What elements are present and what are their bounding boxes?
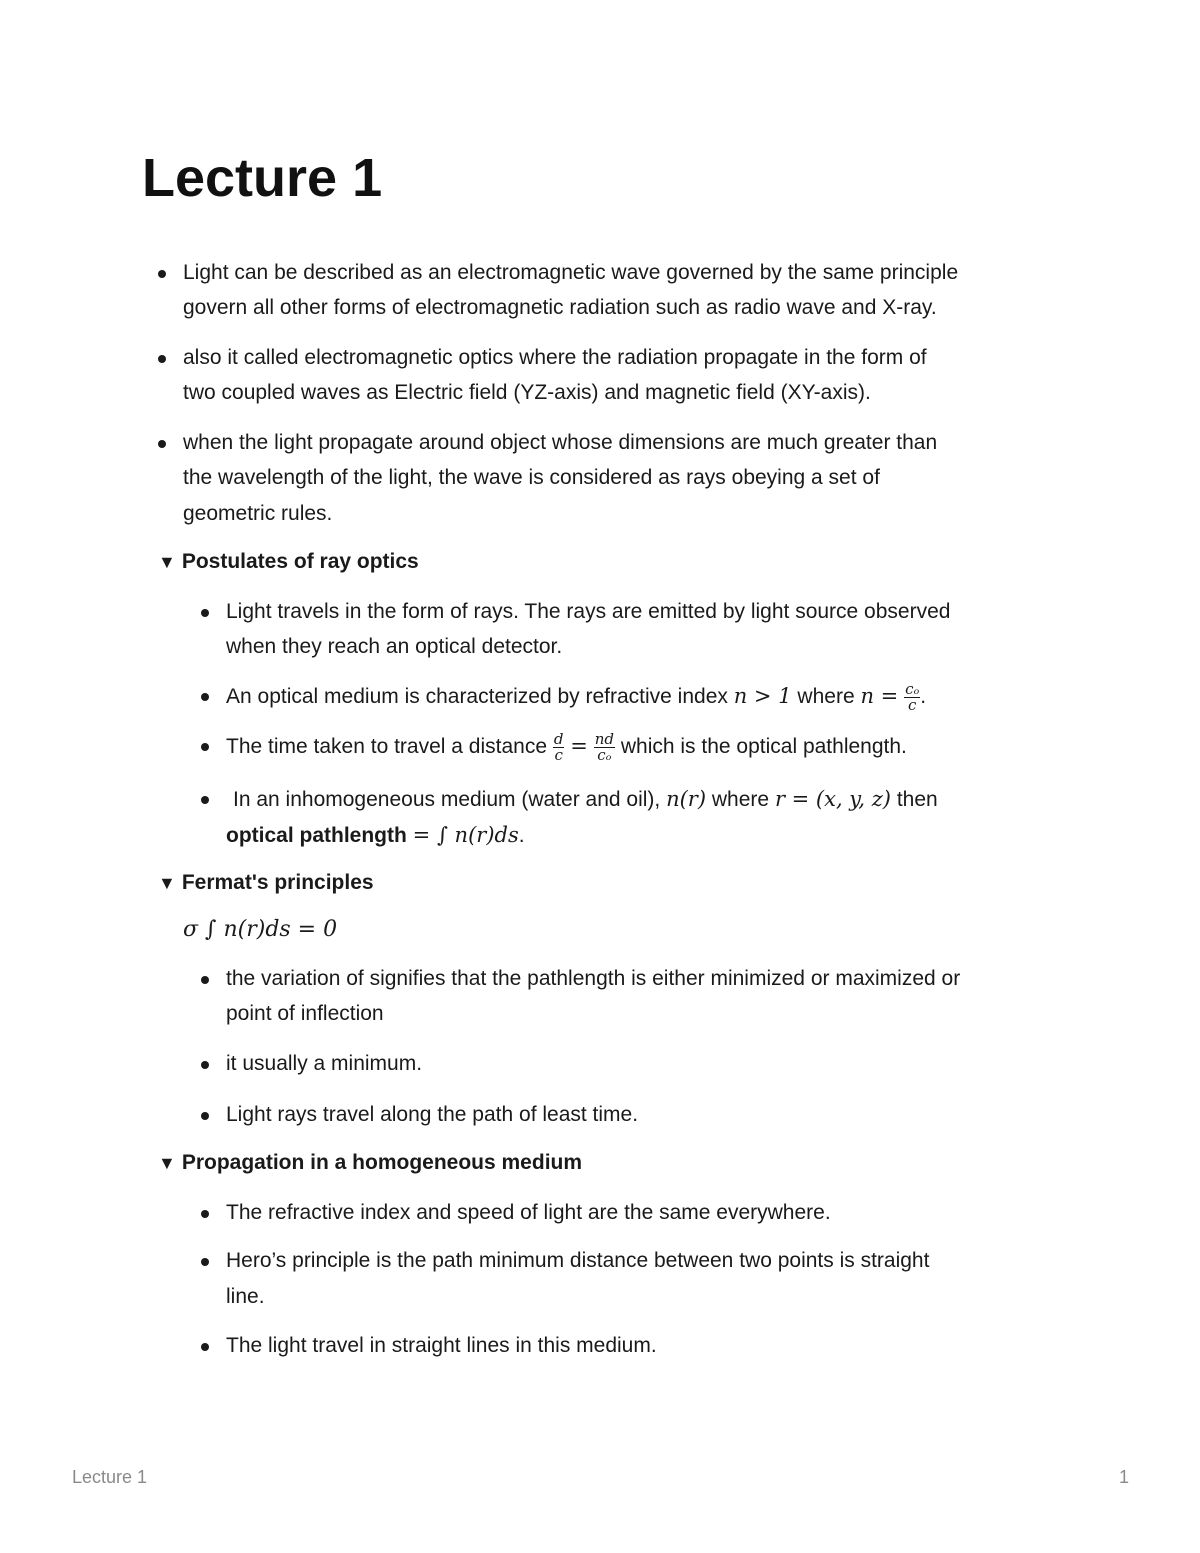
bullet-1-line-1: Light can be described as an electromagnetic wave governed by the same principle (183, 261, 959, 284)
postulate-3-equals: = (570, 734, 588, 759)
postulate-2-math-inequality: n > 1 (733, 684, 792, 709)
bullet-dot (201, 743, 209, 751)
toggle-triangle-icon[interactable]: ▼ (158, 1153, 176, 1173)
postulate-3-fraction-1 (553, 732, 565, 763)
toggle-fermat[interactable] (158, 869, 374, 897)
postulate-4-integral: = ∫ n(r)ds (412, 823, 519, 847)
postulate-4-line-1 (233, 785, 938, 814)
postulate-4-text: In an inhomogeneous medium (water and oil), (233, 788, 661, 811)
toggle-triangle-icon[interactable]: ▼ (158, 873, 176, 893)
homogeneous-3: The light travel in straight lines in this medium. (226, 1334, 657, 1357)
postulate-4-bold: optical pathlength (226, 824, 407, 847)
postulate-3-fraction-2 (594, 732, 615, 763)
postulate-4-line-2 (226, 821, 525, 850)
bullet-dot (158, 270, 166, 278)
bullet-dot (158, 440, 166, 448)
toggle-fermat-heading: Fermat's principles (181, 871, 374, 894)
postulate-2-fraction (904, 682, 920, 713)
postulate-1-line-1: Light travels in the form of rays. The rays are emitted by light source observed (226, 600, 951, 623)
bullet-3-line-2: the wavelength of the light, the wave is considered as rays obeying a set of (183, 466, 880, 489)
bullet-dot (201, 796, 209, 804)
postulate-2-where: where (797, 685, 855, 709)
postulate-3-text: The time taken to travel a distance (226, 735, 547, 759)
bullet-dot (201, 693, 209, 701)
postulate-4-then: then (896, 788, 938, 811)
bullet-dot (201, 609, 209, 617)
bullet-dot (201, 1258, 209, 1266)
fraction-denominator: c (554, 746, 563, 764)
bullet-1-line-2: govern all other forms of electromagnetic radiation such as radio wave and X-ray. (183, 296, 937, 319)
bullet-2-line-1: also it called electromagnetic optics where the radiation propagate in the form of (183, 346, 927, 369)
bullet-2-line-2: two coupled waves as Electric field (YZ-axis) and magnetic field (XY-axis). (183, 381, 871, 404)
postulate-2-math-n: n = (860, 684, 899, 709)
bullet-dot (201, 1112, 209, 1120)
bullet-dot (201, 1210, 209, 1218)
fermat-2: it usually a minimum. (226, 1052, 423, 1075)
fermat-1-line-1: the variation of signifies that the pathlength is either minimized or maximized or (226, 967, 961, 990)
postulate-4-end: . (518, 824, 525, 847)
postulate-1-line-2: when they reach an optical detector. (226, 635, 563, 658)
postulate-3 (226, 732, 907, 763)
homogeneous-2-line-1: Hero’s principle is the path minimum distance between two points is straight (226, 1249, 930, 1272)
bullet-dot (201, 1343, 209, 1351)
fraction-numerator: nd (594, 730, 615, 748)
fermat-1-line-2: point of inflection (226, 1002, 384, 1025)
toggle-homogeneous[interactable] (158, 1149, 582, 1177)
postulate-4-math-r: r = (x, y, z) (774, 787, 891, 811)
postulate-4-where: where (711, 788, 770, 811)
toggle-postulates[interactable] (158, 548, 419, 576)
bullet-3-line-1: when the light propagate around object whose dimensions are much greater than (183, 431, 938, 454)
bullet-dot (201, 1061, 209, 1069)
page-title: Lecture 1 (142, 148, 383, 208)
postulate-2 (226, 682, 926, 713)
fraction-numerator: d (553, 730, 564, 748)
bullet-3-line-3: geometric rules. (183, 502, 333, 525)
fermat-equation: σ ∫ n(r)ds = 0 (183, 917, 338, 942)
toggle-postulates-heading: Postulates of ray optics (181, 550, 419, 573)
postulate-2-text: An optical medium is characterized by refractive index (226, 685, 728, 709)
footer-left: Lecture 1 (72, 1467, 148, 1487)
postulate-2-end: . (920, 685, 927, 709)
footer-page-number: 1 (1119, 1467, 1130, 1487)
toggle-triangle-icon[interactable]: ▼ (158, 552, 176, 572)
bullet-dot (201, 976, 209, 984)
homogeneous-2-line-2: line. (226, 1285, 265, 1308)
toggle-homogeneous-heading: Propagation in a homogeneous medium (181, 1151, 583, 1174)
fermat-3: Light rays travel along the path of least time. (226, 1103, 639, 1126)
fraction-denominator: c (908, 696, 917, 714)
fraction-numerator: cₒ (905, 680, 920, 698)
fraction-denominator: cₒ (597, 746, 612, 764)
postulate-3-end: which is the optical pathlength. (620, 735, 907, 759)
homogeneous-1: The refractive index and speed of light are the same everywhere. (226, 1201, 831, 1224)
bullet-dot (158, 355, 166, 363)
postulate-4-math-nr: n(r) (666, 787, 707, 811)
